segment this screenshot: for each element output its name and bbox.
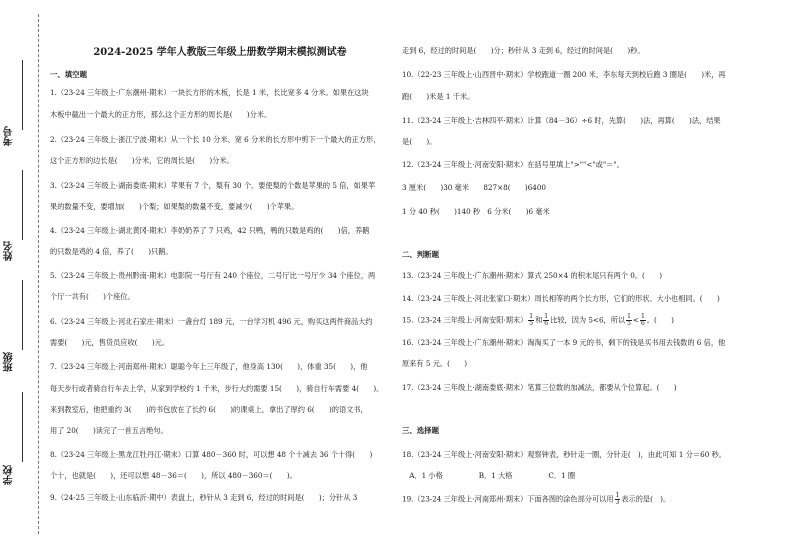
question-line: 果的数量不变，要增加( )个梨；如果梨的数量不变，要减少( )个苹果。 (50, 202, 299, 211)
question-line: 18.（23-24 三年级上·河南安阳·期末）观察钟表，秒针走一圈，分针走( )，由此可知 1 分＝60 秒。 (402, 450, 726, 459)
question-line: 7.（23-24 三年级上·河南郑州·期末）聪聪今年上三年级了，他身高 130( )，体重 35( )，他 (50, 362, 368, 371)
less-than-sign: < (632, 315, 639, 325)
question-line: 个厅一共有( )个座位。 (50, 292, 135, 301)
question-line: 10.（22-23 三年级上·山西晋中·期末）学校跑道一圈 200 米，李东每天到校后跑 3 圈是( )米，再 (402, 70, 726, 79)
fraction-denominator: 5 (627, 320, 631, 327)
binding-label-school: 学校 (4, 465, 15, 485)
question-line: 4.（23-24 三年级上·湖北黄冈·期末）李奶奶养了 7 只鸡，42 只鸭，鸭的只数是鸡的( )倍，养鹅 (50, 226, 370, 235)
fraction-numerator: 1 (529, 313, 534, 320)
question-line: 这个正方形的边长是( )分米，它的周长是( )分米。 (50, 156, 234, 165)
question-line: 1.（23-24 三年级上·广东潮州·期末）一块长方形的木板，长是 1 米，长比宽多 4 分米。如果在这块 (50, 88, 369, 97)
binding-strip (0, 0, 44, 550)
question-line: 来到教室后，他把重约 3( )的书包放在了长约 6( )的课桌上，拿出了厚约 6( )的语文书， (50, 405, 368, 414)
question-15-suffix: 。( ) (646, 315, 674, 325)
question-line: 8.（23-24 三年级上·黑龙江牡丹江·期末）口算 480－360 时，可以想 48 个十减去 36 个十得( ) (50, 450, 373, 459)
question-line: 3.（23-24 三年级上·湖南娄底·期末）苹果有 7 个，梨有 30 个。要使梨的个数是苹果的 5 倍，如果苹 (50, 181, 376, 190)
fraction-denominator: 3 (615, 499, 620, 506)
question-line: 5.（23-24 三年级上·贵州黔南·期末）电影院一号厅有 240 个座位，二号厅比一号厅少 34 个座位，两 (50, 271, 376, 280)
question-line: 原来有 5 元。( ) (402, 359, 468, 368)
binding-dashed-line (38, 14, 39, 534)
binding-field-class[interactable] (22, 280, 23, 350)
question-line: 是( )。 (402, 137, 437, 146)
fraction (543, 314, 549, 327)
question-line: 木板中截出一个最大的正方形，那么这个正方形的周长是( )分米。 (50, 110, 272, 119)
fraction-numerator: 1 (615, 492, 620, 499)
question-line: 跑( )米是 1 千米。 (402, 92, 475, 101)
question-line: 每天步行或者骑自行车去上学，从家到学校约 1 千米，步行大约需要 15( )，骑自行车需要 4( )。 (50, 384, 384, 393)
question-15 (402, 314, 674, 327)
fraction-numerator: 1 (640, 313, 645, 320)
question-line: 的只数是鸡的 4 倍，养了( )只鹅。 (50, 247, 173, 256)
section-heading-multiple-choice: 三、选择题 (402, 426, 439, 435)
question-19 (402, 493, 670, 506)
question-line: 17.（23-24 三年级上·湖南娄底·期末）笔算三位数的加减法，都要从个位算起。( ) (402, 383, 677, 392)
question-15-prefix: 15.（23-24 三年级上·河南安阳·期末） (402, 315, 528, 325)
binding-label-class: 班级 (4, 352, 15, 372)
fraction (626, 314, 632, 327)
fraction (615, 493, 621, 506)
fraction-denominator: 5 (529, 320, 534, 327)
question-line: 需要( )元，售货员应收( )元。 (50, 338, 170, 347)
question-line: 走到 6，经过的时间是( )分；秒针从 3 走到 6，经过的时间是( )秒。 (402, 46, 645, 55)
fraction-denominator: 6 (544, 320, 549, 327)
question-line: 3 厘米( )30 毫米 827×8( )6400 (402, 183, 546, 192)
question-line: 11.（23-24 三年级上·吉林四平·期末）计算（84－36）÷6 时，先算( )法，再算( )法，结果 (402, 116, 721, 125)
binding-field-school[interactable] (22, 392, 23, 462)
question-line: 9.（24-25 三年级上·山东临沂·期中）表盘上，秒针从 3 走到 6，经过的时间是( )；分针从 3 (50, 493, 358, 502)
question-15-text: 和 (535, 315, 543, 325)
binding-field-name[interactable] (22, 170, 23, 240)
exam-title: 2024-2025 学年人教版三年级上册数学期末模拟测试卷 (93, 47, 347, 58)
question-19-suffix: 表示的是( )。 (621, 494, 671, 504)
question-line: 16.（23-24 三年级上·广东潮州·期末）淘淘买了一本 9 元的书，剩下的钱是买书用去钱数的 6 倍，他 (402, 338, 726, 347)
question-line: 13.（23-24 三年级上·广东潮州·期末）算式 250×4 的积末尾只有两个 0。( ) (402, 271, 663, 280)
binding-label-exam-number: 考号 (4, 126, 15, 146)
fraction-numerator: 1 (627, 313, 631, 320)
question-line: 14.（23-24 三年级上·河北张家口·期末）周长相等的两个长方形，它们的形状、大小也相同。( ) (402, 294, 720, 303)
fraction (528, 314, 534, 327)
choice-options: A．1 小格 B．1 大格 C．1 圈 (402, 471, 576, 480)
question-line: 12.（23-24 三年级上·河南安阳·期末）在括号里填上">""<"或"＝"。 (402, 160, 624, 169)
fraction (640, 314, 646, 327)
fraction-numerator: 1 (544, 313, 549, 320)
question-line: 用了 20( )读完了一首五言绝句。 (50, 426, 168, 435)
question-line: 1 分 40 秒( )140 秒 6 分米( )6 毫米 (402, 207, 550, 216)
question-line: 个十，也就是( )，还可以想 48－36＝( )，所以 480－360＝( )。 (50, 471, 297, 480)
question-line: 6.（23-24 三年级上·河北石家庄·期末）一盏台灯 189 元，一台学习机 496 元，购买这两件商品大约 (50, 317, 373, 326)
binding-field-exam-number[interactable] (22, 60, 23, 130)
fraction-denominator: 6 (640, 320, 645, 327)
question-19-prefix: 19.（23-24 三年级上·河南郑州·期末）下面各图的涂色部分可以用 (402, 494, 614, 504)
section-heading-fill-blank: 一、填空题 (50, 70, 87, 79)
question-line: 2.（23-24 三年级上·浙江宁波·期末）从一个长 10 分米、宽 6 分米的长方形中剪下一个最大的正方形， (50, 135, 381, 144)
binding-label-name: 姓名 (4, 241, 15, 261)
section-heading-true-false: 二、判断题 (402, 250, 439, 259)
question-15-text: 比较，因为 5<6，所以 (550, 315, 626, 325)
